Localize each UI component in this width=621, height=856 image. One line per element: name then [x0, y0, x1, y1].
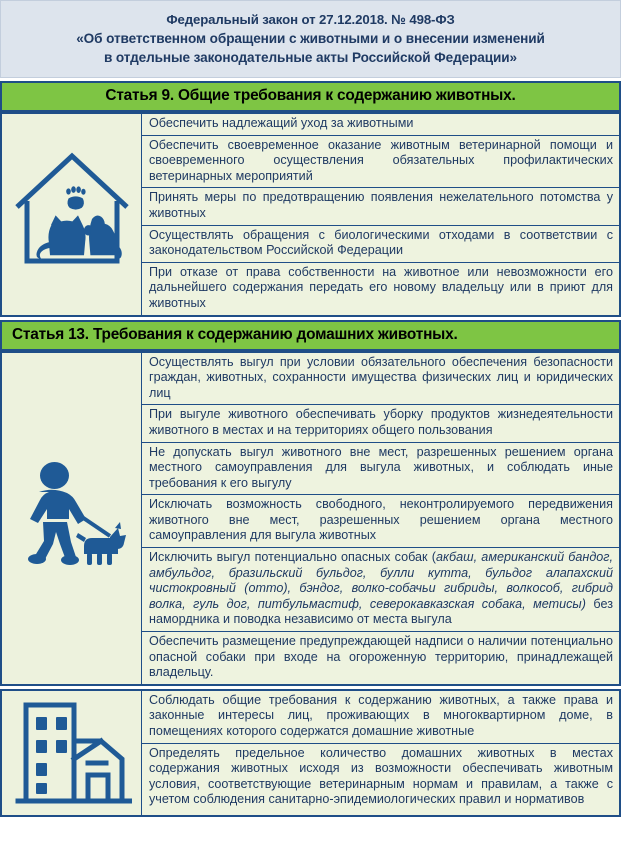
- rows-cell-article-9: [142, 114, 619, 315]
- icon-cell-article-9: [2, 114, 142, 315]
- law-title-line-3: в отдельные законодательные акты Российской Федерации»: [103, 50, 518, 65]
- requirement-row: При отказе от права собственности на животное или невозможности его дальнейшего содержания передать его новому владельцу или в приют для животных: [149, 264, 613, 310]
- apartment-building-icon: [12, 695, 132, 811]
- requirement-row: Осуществлять обращения с биологическими отходами в соответствии с законодательством Российской Федерации: [142, 226, 619, 263]
- section-header-article-13: Статья 13. Требования к содержанию домашних животных.: [0, 320, 621, 351]
- breeds-list: акбаш, американский бандог, амбульдог, бразильский бульдог, булли кутта, бульдог алапахский чистокровный (отто), бэндог, волко-собачьи гибриды, волкособ, гибрид волка, гуль дог, питбульмастиф, северокавказская собака, метисы): [149, 550, 613, 611]
- law-title-banner: [0, 0, 621, 78]
- law-title-line-1: Федеральный закон от 27.12.2018. № 498-ФЗ: [166, 12, 455, 27]
- dangerous-breeds-row: [142, 548, 619, 632]
- breeds-suffix: без намордника и поводка независимо от места выгула: [149, 596, 613, 627]
- requirement-row: Определять предельное количество домашних животных в местах содержания животных исходя из возможности обеспечивать животным условия, соответствующие ветеринарным нормам и правилам, а также с учетом соблюдения санитарно-эпидемиологических правил и нормативов: [149, 745, 613, 807]
- requirement-row: Обеспечить надлежащий уход за животными: [142, 114, 619, 136]
- requirement-row: Осуществлять выгул при условии обязательного обеспечения безопасности граждан, животных, сохранности имущества физических лиц и юридических лиц: [142, 353, 619, 406]
- rows-cell-housing: [142, 691, 619, 815]
- requirement-row: Принять меры по предотвращению появления нежелательного потомства у животных: [142, 188, 619, 225]
- section-header-article-9: Статья 9. Общие требования к содержанию животных.: [0, 81, 621, 112]
- section-block-housing: [0, 689, 621, 817]
- rows-cell-article-13: [142, 353, 619, 684]
- requirement-row: Исключать возможность свободного, неконтролируемого передвижения животного вне мест, разрешенных решением органа местного самоуправления для выгула животных: [142, 495, 619, 548]
- section-block-article-9: [0, 112, 621, 317]
- icon-cell-housing: [2, 691, 142, 815]
- requirement-row: Обеспечить своевременное оказание животным ветеринарной помощи и своевременного осуществления обязательных профилактических ветеринарных мероприятий: [142, 136, 619, 189]
- requirement-row: Не допускать выгул животного вне мест, разрешенных решением органа местного самоуправления для выгула животных, и соблюдать иные требования к его выгулу: [142, 443, 619, 496]
- requirement-row: Обеспечить размещение предупреждающей надписи о наличии потенциально опасной собаки при входе на огороженную территорию, принадлежащей владельцу.: [149, 634, 613, 680]
- requirement-row: При выгуле животного обеспечивать уборку продуктов жизнедеятельности животного в местах и на территориях общего пользования: [142, 405, 619, 442]
- breeds-prefix: Исключить выгул потенциально опасных собак (: [149, 550, 436, 565]
- house-with-cat-and-dog-icon: [13, 139, 131, 289]
- requirement-row: Соблюдать общие требования к содержанию животных, а также права и законные интересы лиц, проживающих в многоквартирном доме, в помещениях которого содержатся домашние животные: [142, 691, 619, 744]
- section-block-article-13: [0, 351, 621, 686]
- person-walking-dog-icon: [12, 456, 132, 580]
- law-title-line-2: «Об ответственном обращении с животными и о внесении изменений: [76, 31, 545, 46]
- icon-cell-article-13: [2, 353, 142, 684]
